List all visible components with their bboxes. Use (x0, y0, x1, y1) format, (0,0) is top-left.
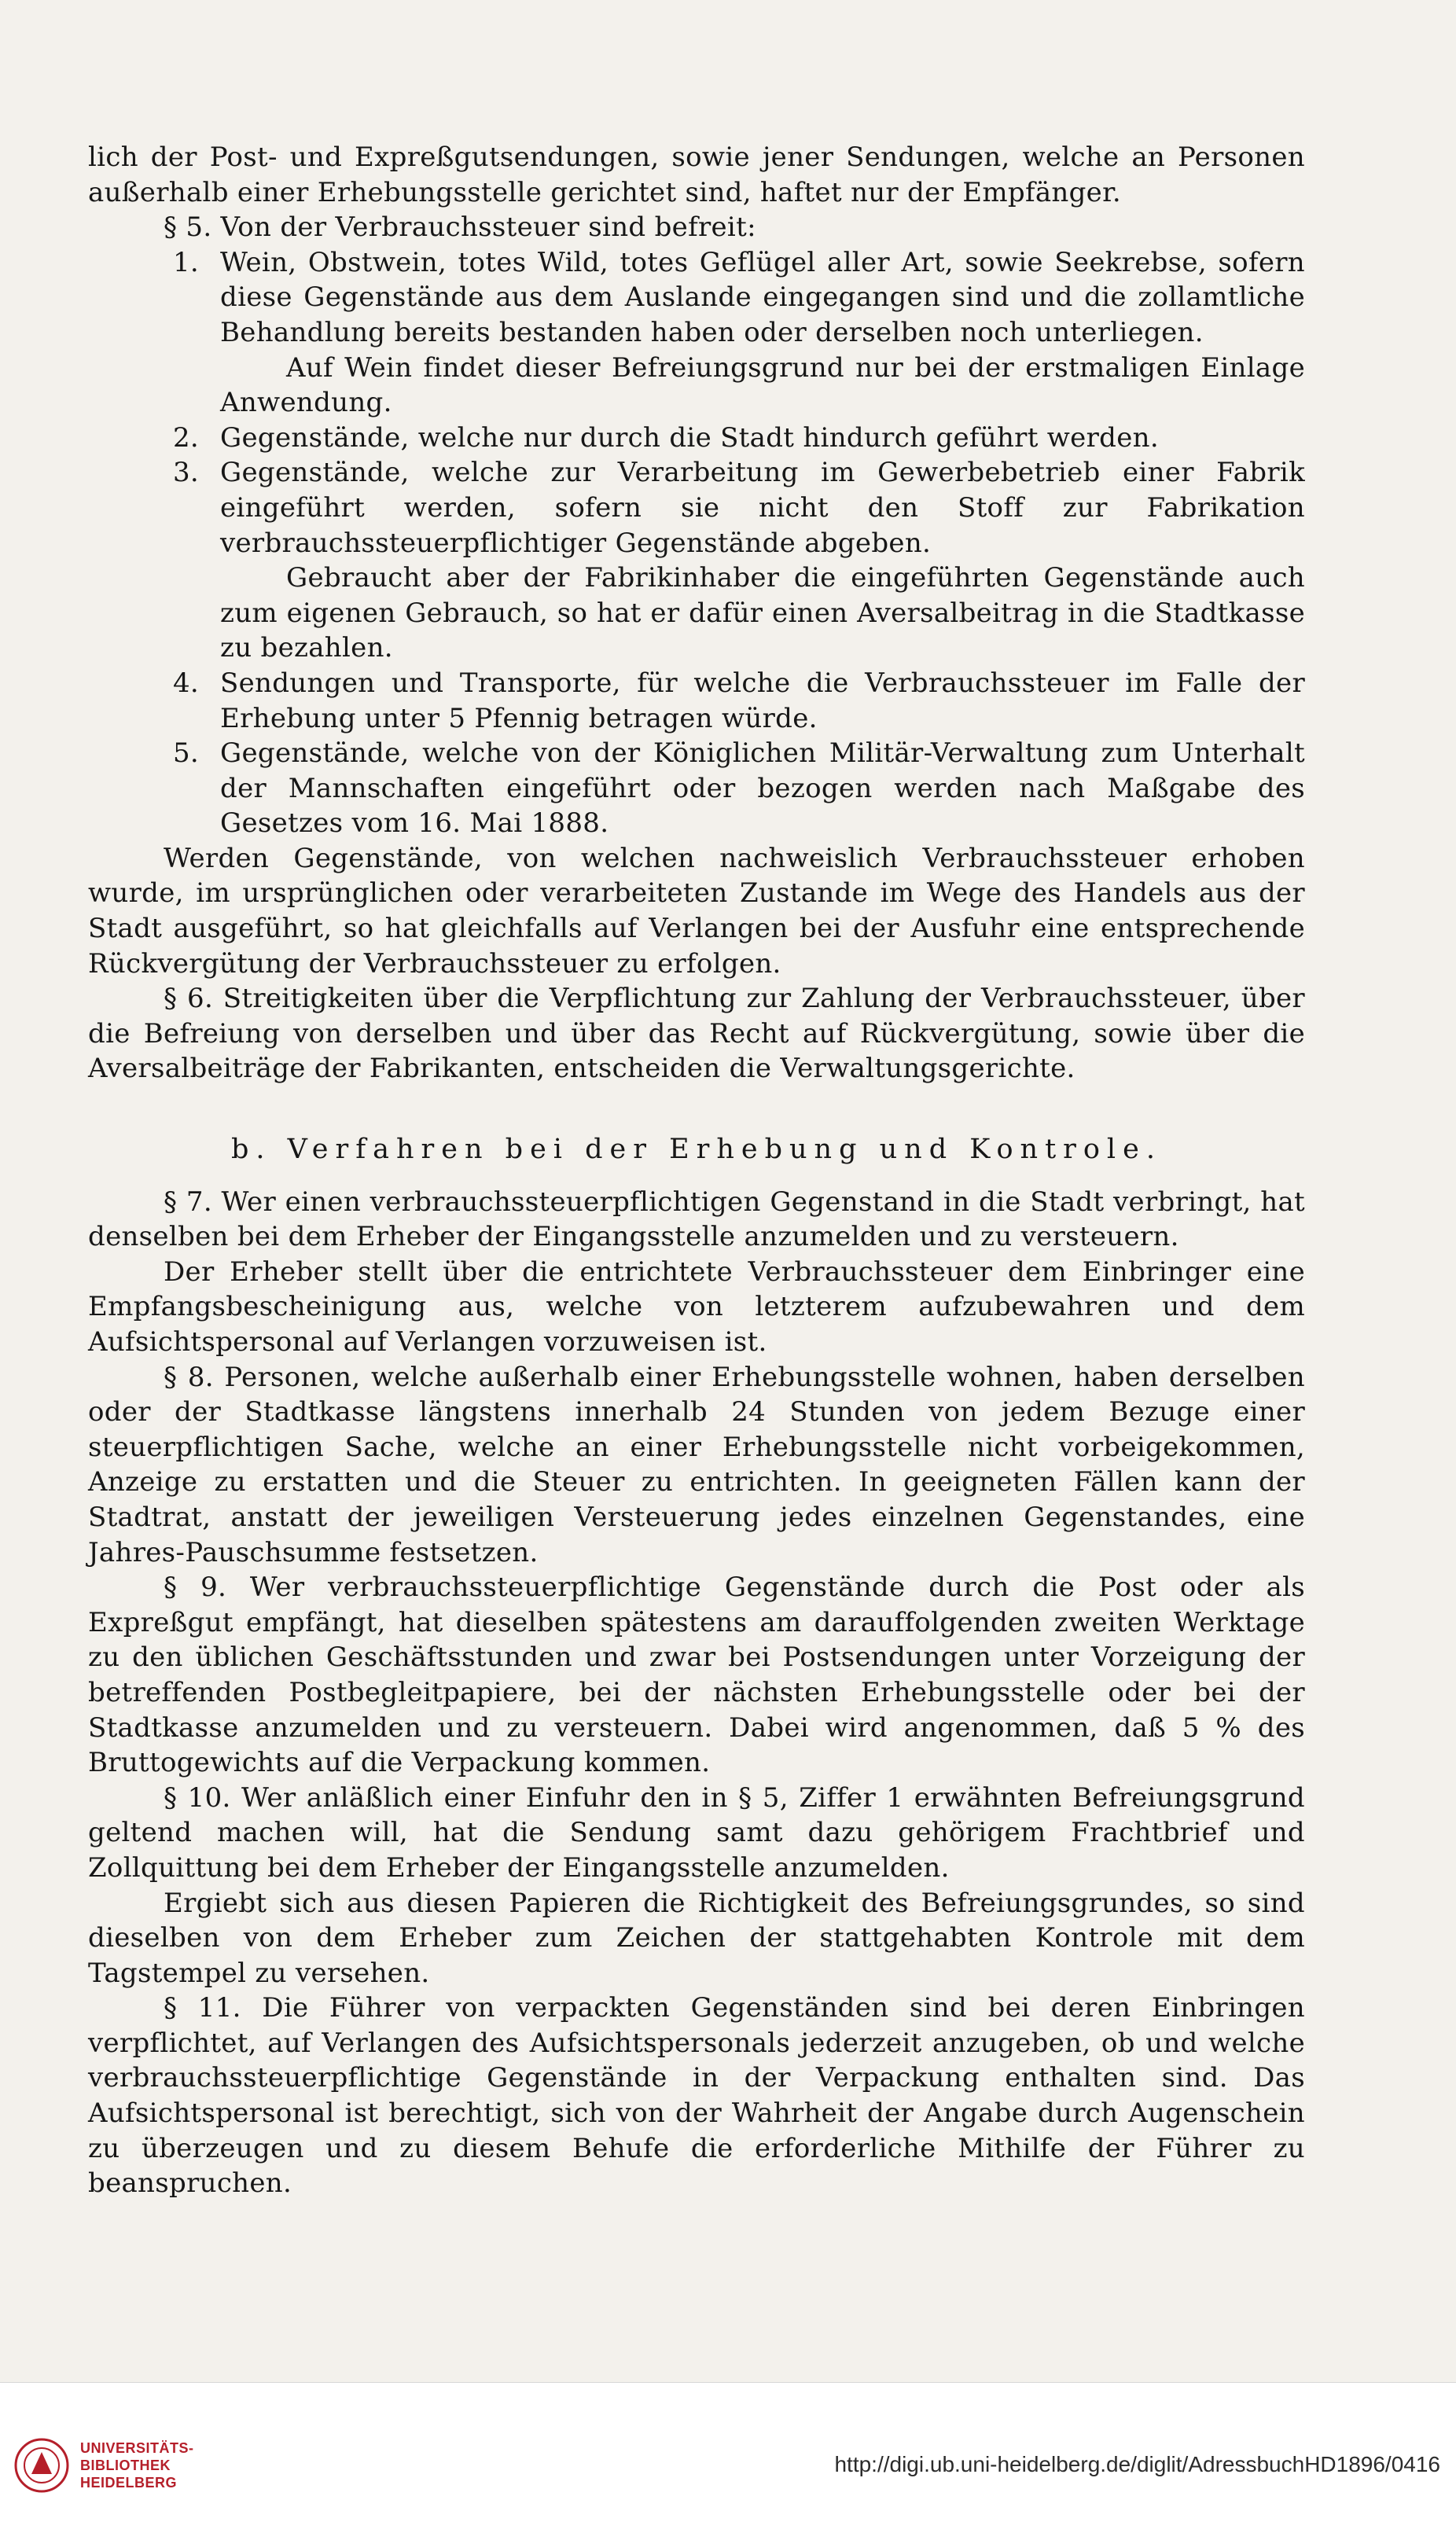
list-item-text: Sendungen und Transporte, für welche die Verbrauchssteuer im Falle der Erhebung unter 5 Pfennig betragen würde. (220, 667, 1305, 734)
section-5-heading: § 5. Von der Verbrauchssteuer sind befreit: (164, 211, 756, 244)
section-10-continuation: Ergiebt sich aus diesen Papieren die Richtigkeit des Befreiungsgrundes, so sind dieselben von dem Erheber zum Zeichen der stattgehabten Kontrole mit dem Tagstempel zu versehen. (88, 1887, 1305, 1989)
section-b-heading: b. Verfahren bei der Erhebung und Kontrole. (231, 1134, 1162, 1166)
list-item-text: Wein, Obstwein, totes Wild, totes Geflügel aller Art, sowie Seekrebse, sofern diese Gegenstände aus dem Auslande eingegangen sind und die zollamtliche Behandlung bereits bestanden haben oder derselben noch unterliegen. (220, 246, 1305, 348)
list-item-number: 4. (173, 667, 200, 699)
source-url-link[interactable]: http://digi.ub.uni-heidelberg.de/diglit/AdressbuchHD1896/0416 (834, 2452, 1440, 2476)
section-10-paragraph: § 10. Wer anläßlich einer Einfuhr den in § 5, Ziffer 1 erwähnten Befreiungsgrund geltend machen will, hat die Sendung samt dazu gehörigem Frachtbrief und Zollquittung bei dem Erheber der Eingangsstelle anzumelden. (88, 1781, 1305, 1884)
list-item-text: Gegenstände, welche zur Verarbeitung im Gewerbebetrieb einer Fabrik eingeführt werden, sofern sie nicht den Stoff zur Fabrikation verbrauchssteuerpflichtiger Gegenstände abgeben. (220, 457, 1305, 559)
exemption-list (88, 245, 1305, 841)
list-item-text: Gegenstände, welche von der Königlichen Militär-Verwaltung zum Unterhalt der Mannschaften eingeführt oder bezogen werden nach Maßgabe des Gesetzes vom 16. Mai 1888. (220, 737, 1305, 840)
list-item-text: Gegenstände, welche nur durch die Stadt hindurch geführt werden. (220, 421, 1159, 454)
list-item-number: 1. (173, 246, 200, 278)
university-library-logo-icon (14, 2438, 69, 2493)
section-7-continuation: Der Erheber stellt über die entrichtete Verbrauchssteuer dem Einbringer eine Empfangsbescheinigung aus, welche von letzterem aufzubewahren und dem Aufsichtspersonal auf Verlangen vorzuweisen ist. (88, 1255, 1305, 1358)
refund-paragraph: Werden Gegenstände, von welchen nachweislich Verbrauchssteuer erhoben wurde, im ursprünglichen oder verarbeiteten Zustande im Wege des Handels aus der Stadt ausgeführt, so hat gleichfalls auf Verlangen bei der Ausfuhr eine entsprechende Rückvergütung der Verbrauchssteuer zu erfolgen. (88, 842, 1305, 980)
list-item-number: 5. (173, 737, 200, 770)
section-11-paragraph: § 11. Die Führer von verpackten Gegenständen sind bei deren Einbringen verpflichtet, auf Verlangen des Aufsichtspersonals jederzeit anzugeben, ob und welche verbrauchssteuerpflichtige Gegenstände in der Verpackung enthalten sind. Das Aufsichtspersonal ist berechtigt, sich von der Wahrheit der Angabe durch Augenschein zu überzeugen und zu diesem Behufe die erforderliche Mithilfe der Führer zu beanspruchen. (88, 1992, 1305, 2200)
list-item (88, 736, 1305, 841)
list-item (88, 666, 1305, 736)
section-6-paragraph: § 6. Streitigkeiten über die Verpflichtung zur Zahlung der Verbrauchssteuer, über die Befreiung von derselben und über das Recht auf Rückvergütung, sowie über die Aversalbeiträge der Fabrikanten, entscheiden die Verwaltungsgerichte. (88, 983, 1305, 1085)
footer-bar (0, 2382, 1456, 2533)
list-item-note: Auf Wein findet dieser Befreiungsgrund nur bei der erstmaligen Einlage Anwendung. (220, 351, 1305, 419)
library-name (80, 2439, 194, 2491)
list-item-number: 3. (173, 457, 200, 489)
library-name-line: UNIVERSITÄTS- (80, 2440, 194, 2456)
library-name-line: BIBLIOTHEK (80, 2458, 171, 2473)
list-item-note: Gebraucht aber der Fabrikinhaber die eingeführten Gegenstände auch zum eigenen Gebrauch, so hat er dafür einen Aversalbeitrag in die Stadtkasse zu bezahlen. (220, 562, 1305, 664)
library-name-line: HEIDELBERG (80, 2475, 178, 2491)
section-7-paragraph: § 7. Wer einen verbrauchssteuerpflichtigen Gegenstand in die Stadt verbringt, hat denselben bei dem Erheber der Eingangsstelle anzumelden und zu versteuern. (88, 1186, 1305, 1253)
list-item (88, 455, 1305, 666)
list-item (88, 421, 1305, 456)
intro-paragraph: lich der Post- und Expreßgutsendungen, sowie jener Sendungen, welche an Personen außerhalb einer Erhebungsstelle gerichtet sind, haftet nur der Empfänger. (88, 142, 1305, 208)
list-item (88, 245, 1305, 421)
list-item-number: 2. (173, 421, 200, 454)
section-8-paragraph: § 8. Personen, welche außerhalb einer Erhebungsstelle wohnen, haben derselben oder der Stadtkasse längstens innerhalb 24 Stunden von jedem Bezuge einer steuerpflichtigen Sache, welche an einer Erhebungsstelle nicht vorbeigekommen, Anzeige zu erstatten und die Steuer zu entrichten. In geeigneten Fällen kann der Stadtrat, anstatt der jeweiligen Versteuerung jedes einzelnen Gegenstandes, eine Jahres-Pauschsumme festsetzen. (88, 1361, 1305, 1568)
document-text (88, 140, 1305, 2201)
section-9-paragraph: § 9. Wer verbrauchssteuerpflichtige Gegenstände durch die Post oder als Expreßgut empfängt, hat dieselben spätestens am darauffolgenden zweiten Werktage zu den üblichen Geschäftsstunden und zwar bei Postsendungen unter Vorzeigung der betreffenden Postbegleitpapiere, bei der nächsten Erhebungsstelle oder bei der Stadtkasse anzumelden und zu versteuern. Dabei wird angenommen, daß 5 % des Bruttogewichts auf die Verpackung kommen. (88, 1572, 1305, 1779)
